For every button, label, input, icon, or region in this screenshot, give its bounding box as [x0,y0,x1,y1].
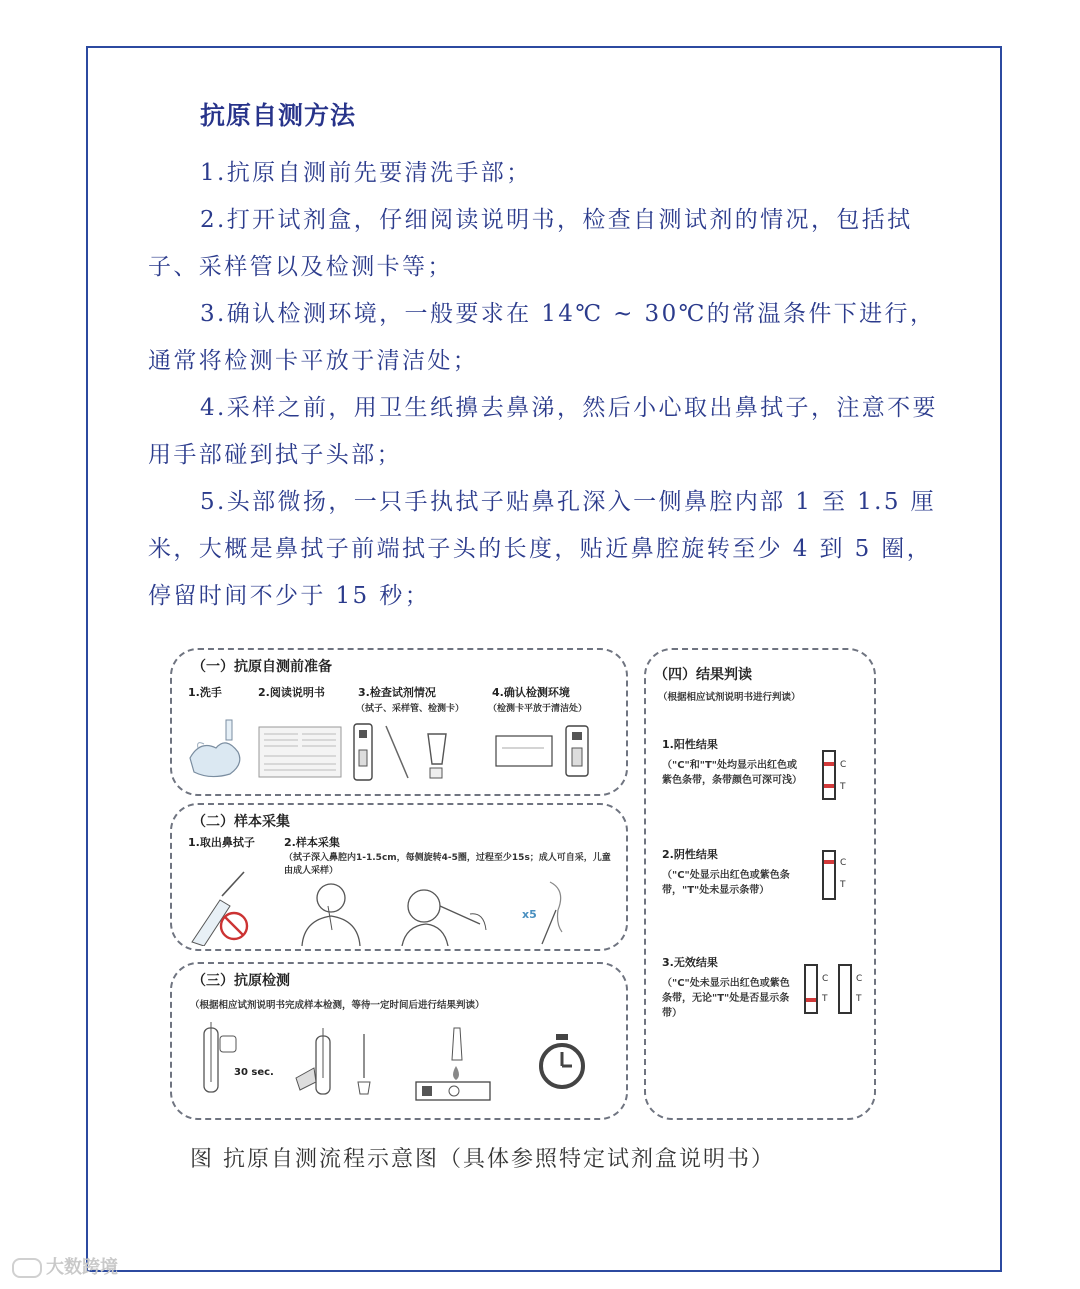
result-desc-positive: （"C"和"T"处均显示出红色或紫色条带，条带颜色可深可浅） [662,760,802,786]
step-2: 2.打开试剂盒，仔细阅读说明书，检查自测试剂的情况，包括拭子、采样管以及检测卡等； [148,207,913,280]
step-1: 1.抗原自测前先要清洗手部； [200,160,532,186]
result-label-negative: 2.阴性结果 [662,848,718,861]
prep-step-note: （检测卡平放于清洁处） [488,704,588,714]
prep-step-note: （拭子、采样管、检测卡） [356,704,465,714]
results-note: （根据相应试剂说明书进行判读） [658,692,801,703]
invalid-test-strip [838,964,852,1014]
t-line-label: T [856,994,862,1004]
invalid-test-strip [804,964,818,1014]
nostril-swab-illustration [536,880,576,946]
panel-results-title: （四）结果判读 [654,667,752,683]
rotation-count: x5 [522,908,537,921]
stopwatch-icon [536,1032,588,1092]
instruction-manual-illustration [258,726,342,778]
c-line-label: C [856,974,863,984]
c-line-label: C [822,974,829,984]
timer-label: 30 sec. [234,1067,274,1078]
result-label-positive: 1.阳性结果 [662,738,718,751]
t-line-label: T [822,994,828,1004]
swab-removal-illustration [186,866,256,946]
figure-caption: 图 抗原自测流程示意图（具体参照特定试剂盒说明书） [190,1147,775,1172]
tube-mixing-illustration [196,1022,246,1102]
step-4: 4.采样之前，用卫生纸擤去鼻涕，然后小心取出鼻拭子，注意不要用手部碰到拭子头部； [148,395,938,468]
hand-washing-illustration [186,718,252,782]
person-sampling-illustration [298,880,364,946]
child-sampling-illustration [400,884,490,946]
c-line-label: C [840,760,847,770]
positive-test-strip [822,750,836,800]
watermark-logo-icon [12,1258,42,1278]
sampling-step-label: 2.样本采集 [284,836,340,849]
panel-sampling-title: （二）样本采集 [192,814,290,830]
c-line-label: C [840,858,847,868]
testing-note: （根据相应试剂说明书完成样本检测，等待一定时间后进行结果判读） [190,1000,485,1011]
test-kit-illustration [352,720,472,782]
section-heading: 抗原自测方法 [200,101,357,130]
panel-testing-title: （三）抗原检测 [192,973,290,989]
step-5: 5.头部微扬，一只手执拭子贴鼻孔深入一侧鼻腔内部 1 至 1.5 厘米，大概是鼻拭子前端拭子头的长度，贴近鼻腔旋转至少 4 到 5 圈，停留时间不少于 15 秒； [148,489,936,609]
prep-step-label: 1.洗手 [188,686,222,699]
clean-surface-illustration [494,722,594,780]
drop-on-card-illustration [414,1026,494,1104]
prep-step-label: 3.检查试剂情况 [358,686,436,699]
sampling-step-label: 1.取出鼻拭子 [188,836,255,849]
watermark-text: 大数跨境 [46,1257,118,1278]
prep-step-label: 2.阅读说明书 [258,686,325,699]
t-line-label: T [840,880,846,890]
t-line-label: T [840,782,846,792]
squeeze-tube-illustration [292,1028,382,1102]
result-desc-negative: （"C"处显示出红色或紫色条带，"T"处未显示条带） [662,870,790,896]
steps-list [148,150,948,620]
negative-test-strip [822,850,836,900]
sampling-note: （拭子深入鼻腔内1-1.5cm，每侧旋转4-5圈，过程至少15s；成人可自采，儿童由成人采样） [284,853,611,876]
panel-preparation-title: （一）抗原自测前准备 [192,659,332,675]
result-desc-invalid: （"C"处未显示出红色或紫色条带，无论"T"处是否显示条带） [662,978,790,1019]
step-3: 3.确认检测环境，一般要求在 14℃ ~ 30℃的常温条件下进行，通常将检测卡平放于清洁处； [148,301,936,374]
prep-step-label: 4.确认检测环境 [492,686,570,699]
result-label-invalid: 3.无效结果 [662,956,718,969]
watermark [12,1253,118,1279]
